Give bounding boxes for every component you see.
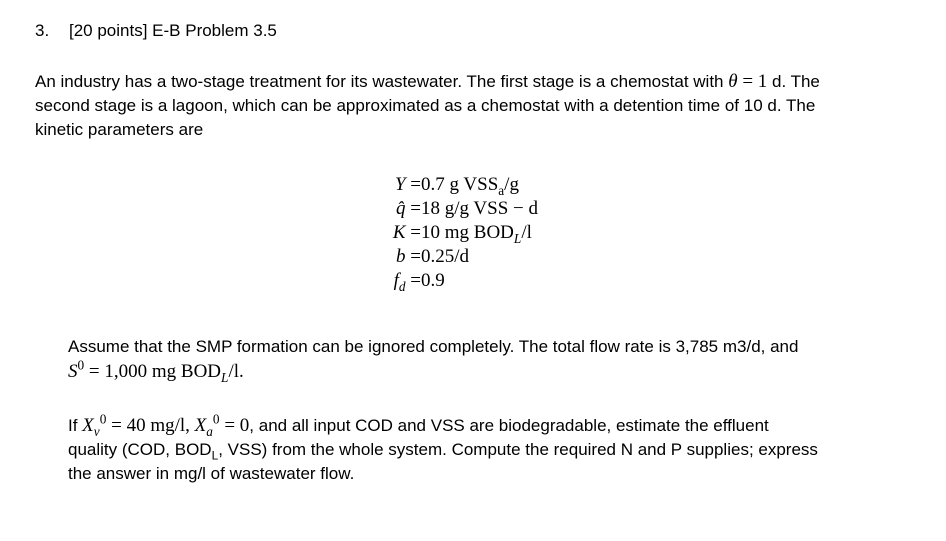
S0-expression: $S^0 = 1,000$ mg $BOD_L/l$. xyxy=(68,357,244,385)
param-K-value: 10 mg BOD xyxy=(421,222,514,243)
param-Y-sub: a xyxy=(498,182,505,198)
assumption-paragraph xyxy=(68,334,918,384)
question-line-2-a: quality (COD, BOD xyxy=(68,440,212,459)
param-b: b =0.25/d xyxy=(396,246,470,267)
intro-line-1-text: An industry has a two-stage treatment for its wastewater. The first stage is a chemostat with xyxy=(35,72,729,91)
param-fd-value: 0.9 xyxy=(421,270,445,291)
param-K-tail: /l xyxy=(521,222,532,243)
Xv0-value: 40 mg/l xyxy=(126,415,186,436)
param-fd: $f_d =0.9$ xyxy=(393,270,445,294)
question-line-1 xyxy=(68,411,918,439)
kinetic-parameters xyxy=(300,173,690,293)
S0-tail: /l. xyxy=(228,361,244,382)
problem-title: [20 points] E-B Problem 3.5 xyxy=(69,21,277,40)
intro-line-1 xyxy=(35,70,920,94)
question-line-3: the answer in mg/l of wastewater flow. xyxy=(68,464,355,483)
param-b-value: 0.25/d xyxy=(421,246,470,267)
assume-line-1: Assume that the SMP formation can be ignored completely. The total flow rate is 3,785 m3/d, and xyxy=(68,337,799,356)
question-line-2 xyxy=(68,438,918,462)
param-q-hat: q̂ =18 g/g VSS − d xyxy=(396,198,539,219)
theta-value: 1 xyxy=(757,71,768,92)
question-line-1-tail: , and all input COD and VSS are biodegradable, estimate the effluent xyxy=(249,416,769,435)
param-Y-value: 0.7 g VSS xyxy=(421,174,499,195)
question-prefix: If xyxy=(68,416,83,435)
theta-expression: θ = 1 xyxy=(728,71,768,92)
question-line-2-sub: L xyxy=(211,448,219,463)
question-paragraph xyxy=(68,411,918,486)
question-line-2-b: , VSS) from the whole system. Compute the required N and P supplies; express xyxy=(218,440,818,459)
Xa0-value: 0 xyxy=(239,415,250,436)
intro-line-1-tail: d. The xyxy=(767,72,820,91)
param-q-hat-value: 18 g/g VSS − d xyxy=(421,198,539,219)
param-K: K =10 mg $BOD_L/l$ xyxy=(392,222,532,246)
problem-intro xyxy=(35,70,920,142)
problem-number: 3. xyxy=(35,21,50,40)
param-Y-tail: /g xyxy=(504,174,519,195)
problem-heading xyxy=(35,21,277,41)
param-K-sub: L xyxy=(513,230,522,246)
Xv0-expression: $X_v^0 = 40$ mg/l, $X_a^0 = 0$ xyxy=(82,411,250,439)
intro-line-2: second stage is a lagoon, which can be approximated as a chemostat with a detention time of 10 d. The xyxy=(35,96,816,115)
param-Y: Y =0.7 g $VSS_a/g$ xyxy=(394,174,519,198)
intro-line-3: kinetic parameters are xyxy=(35,120,204,139)
S0-sub: L xyxy=(221,369,229,385)
S0-value: 1,000 mg BOD xyxy=(104,361,222,382)
